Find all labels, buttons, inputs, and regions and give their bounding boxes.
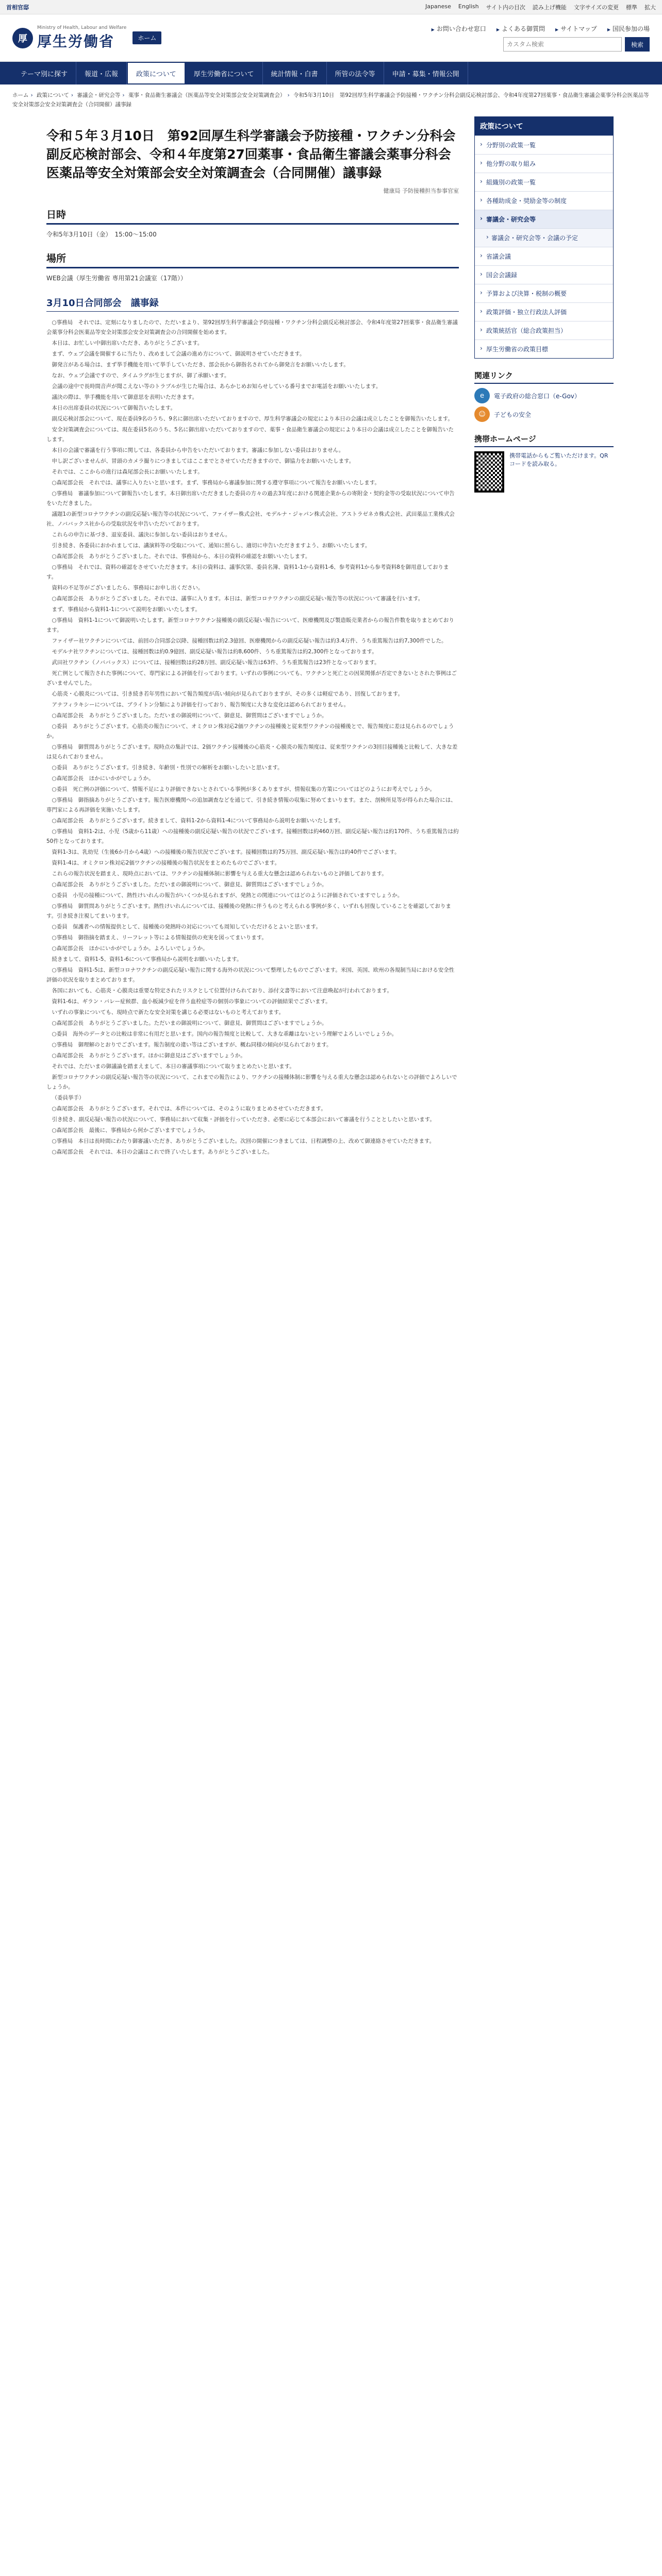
minutes-paragraph: 本日の会議で審議を行う事項に関しては、各委員から申告をいただいております。審議に参加しない委員はおりません。 [52,447,344,453]
gnav-about[interactable]: 厚生労働省について [186,62,263,84]
minutes-paragraph: ○森尾部会長 ありがとうございました。ただいまの御説明について、御意見、御質問はございますでしょうか。 [52,1020,327,1026]
lang-japanese-link[interactable]: Japanese [425,3,451,10]
minutes-paragraph: ○森尾部会長 それでは、議事に入りたいと思います。まず、事務局から審議参加に関する遵守事項について報告をお願いいたします。 [52,480,380,486]
sidebar-item-evaluation[interactable]: › 政策評価・独立行政法人評価 [475,302,613,321]
minutes-paragraph: ○委員 死亡例の評価について、情報不足により評価できないとされている事例が多くありますが、情報収集の方策についてはどのようにお考えでしょうか。 [52,786,436,792]
minutes-paragraph: なお、ウェブ会議ですので、タイムラグが生じますが、御了承願います。 [52,372,230,379]
font-size-large-button[interactable]: 拡大 [644,4,656,11]
minutes-paragraph: 申し訳ございませんが、冒頭のカメラ撮りにつきましてはここまでとさせていただきますので、御協力をお願いいたします。 [52,458,355,464]
related-child-safety-label: 子どもの安全 [494,411,532,418]
site-logo[interactable] [12,25,126,51]
faq-link[interactable]: ▶ よくある御質問 [496,24,545,33]
minutes-paragraph: 心筋炎・心膜炎については、引き続き若年男性において報告頻度が高い傾向が見られておりますが、その多くは軽症であり、回復しております。 [52,691,403,697]
main-content [46,116,459,2576]
sidebar [474,116,614,493]
minutes-paragraph: ○森尾部会長 ありがとうございます。それでは、本件については、そのように取りまとめさせていただきます。 [52,1106,326,1112]
date-heading: 日時 [46,204,459,225]
utility-links [425,3,656,11]
sitemap-link[interactable]: ▶ サイトマップ [555,24,597,33]
egov-icon: e [474,388,490,403]
minutes-paragraph: ○森尾部会長 ありがとうございます。ほかに御意見はございますでしょうか。 [52,1053,246,1059]
breadcrumb-home[interactable]: ホーム [12,92,29,98]
minutes-heading: 3月10日合同部会 議事録 [46,296,459,312]
minutes-paragraph: ○事務局 資料1-2は、小児（5歳から11歳）への接種後の副反応疑い報告の状況でございます。接種回数は約460万回、副反応疑い報告は約170件、うち重篤報告は約50件となっております。 [46,828,459,844]
minutes-paragraph: ○委員 海外のデータとの比較は非常に有用だと思います。国内の報告頻度と比較して、大きな乖離はないという理解でよろしいでしょうか。 [52,1031,398,1037]
minutes-paragraph: ○事務局 それでは、資料の確認をさせていただきます。本日の資料は、議事次第、委員名簿、資料1-1から資料1-6、参考資料1から参考資料8を御用意しております。 [46,564,449,580]
minutes-paragraph: ○森尾部会長 最後に、事務局から何かございますでしょうか。 [52,1127,208,1133]
participation-link[interactable]: ▶ 国民参加の場 [607,24,650,33]
sidebar-item-council-schedule[interactable]: › 審議会・研究会等・会議の予定 [475,228,613,247]
minutes-paragraph: 本日は、お忙しい中御出席いただき、ありがとうございます。 [52,340,203,346]
font-size-normal-button[interactable]: 標準 [626,4,637,11]
minutes-paragraph: 本日の出席委員の状況について御報告いたします。 [52,405,176,411]
sidebar-item-budget[interactable]: › 予算および決算・税制の概要 [475,284,613,302]
minutes-paragraph: 死亡例として報告された事例について、専門家による評価を行っております。いずれの事例についても、ワクチンと死亡との因果関係が否定できないとされた事例はございませんでした。 [46,670,457,686]
minutes-paragraph: それでは、ここからの進行は森尾部会長にお願いいたします。 [52,469,203,475]
minutes-paragraph: ファイザー社ワクチンについては、前回の合同部会以降、接種回数は約2.3億回、医療機関からの副反応疑い報告は約3.4万件、うち重篤報告は約7,300件でした。 [52,638,447,644]
breadcrumb-sep-icon: › [30,92,33,98]
minutes-paragraph: まず、ウェブ会議を開催するに当たり、改めまして会議の進め方について、御説明させていただきます。 [52,351,305,357]
utility-bar [0,0,662,14]
search-form [503,37,650,52]
policy-menu [474,116,614,359]
gnav-applications[interactable]: 申請・募集・情報公開 [384,62,468,84]
minutes-paragraph: 資料1-3は、乳幼児（生後6か月から4歳）への接種後の報告状況でございます。接種回数は約75万回、副反応疑い報告は約40件でございます。 [52,849,400,855]
sidebar-item-fields[interactable]: › 分野別の政策一覧 [475,135,613,154]
sidebar-item-ministry-meeting[interactable]: › 省議会議 [475,247,613,265]
logo-mark-icon: 厚 [12,28,33,48]
minutes-paragraph: ○事務局 御質問ありがとうございます。現時点の集計では、2価ワクチン接種後の心筋炎・心膜炎の報告頻度は、従来型ワクチンの3回目接種後と比較して、大きな差は見られておりません。 [46,744,458,760]
header-links [432,24,650,33]
place-heading: 場所 [46,248,459,268]
gnav-press[interactable]: 報道・広報 [76,62,127,84]
minutes-paragraph: アナフィラキシーについては、ブライトン分類により評価を行っており、報告頻度に大きな変化は認められておりません。 [52,702,350,708]
sidebar-item-other-fields[interactable]: › 他分野の取り組み [475,154,613,173]
breadcrumb-councils[interactable]: 審議会・研究会等 [77,92,121,98]
sidebar-item-policy-goals[interactable]: › 厚生労働省の政策目標 [475,340,613,358]
minutes-paragraph: 引き続き、副反応疑い報告の状況について、事務局において収集・評価を行っていただき、必要に応じて本部会において審議を行うこととしたいと思います。 [52,1116,435,1123]
minutes-paragraph: （委員挙手） [52,1095,85,1101]
gnav-theme[interactable]: テーマ別に探す [12,62,76,84]
date-value: 令和5年3月10日（金） 15:00～15:00 [46,231,157,238]
minutes-paragraph: ○森尾部会長 ほかにいかがでしょうか。 [52,775,154,782]
minutes-paragraph: ○森尾部会長 ありがとうございました。それでは、事務局から、本日の資料の確認をお願いいたします。 [52,553,311,560]
breadcrumb-policy[interactable]: 政策について [37,92,69,98]
font-size-label: 文字サイズの変更 [573,4,619,11]
minutes-paragraph: 会議の途中で長時間音声が聞こえない等のトラブルが生じた場合は、あらかじめお知らせしている番号までお電話をお願いいたします。 [52,383,382,389]
minutes-paragraph: ○事務局 資料1-1について御説明いたします。新型コロナワクチン接種後の副反応疑い報告について、医療機関及び製造販売業者からの報告件数を取りまとめております。 [46,617,454,633]
child-safety-icon: ☺ [474,406,490,422]
sidebar-item-diet-records[interactable]: › 国会会議録 [475,265,613,284]
minutes-paragraph: ○事務局 審議参加について御報告いたします。本日御出席いただきました委員の方々の過去3年度における関連企業からの寄附金・契約金等の受取状況について申告をいただきました。 [46,490,455,506]
minutes-paragraph: 御発言がある場合は、まず挙手機能を用いて挙手していただき、部会長から御指名されてから御発言をお願いいたします。 [52,362,349,368]
minutes-paragraph: ○委員 ありがとうございます。引き続き、年齢別・性別での解析をお願いしたいと思います。 [52,765,283,771]
minutes-paragraph: 武田社ワクチン（ノババックス）については、接種回数は約28万回、副反応疑い報告は63件、うち重篤報告は23件となっております。 [52,659,380,666]
sidebar-item-policy-director[interactable]: › 政策統括官（総合政策担当） [475,321,613,340]
minutes-body [46,318,459,2576]
search-button[interactable]: 検索 [625,37,650,52]
qr-code-icon [474,451,504,493]
minutes-paragraph: いずれの事象についても、現時点で新たな安全対策を講じる必要はないものと考えております。 [52,1009,284,1015]
kantei-link[interactable]: 首相官邸 [6,4,29,11]
minutes-paragraph: 議題1の新型コロナワクチンの副反応疑い報告等の状況について、ファイザー株式会社、モデルナ・ジャパン株式会社、アストラゼネカ株式会社、武田薬品工業株式会社、ノババックス社からの受取状況を申告いただいております。 [46,511,455,527]
minutes-paragraph: それでは、ただいまの御議論を踏まえまして、本日の審議事項について取りまとめたいと思います。 [52,1063,295,1070]
header-right [432,24,650,52]
global-nav [0,62,662,84]
minutes-paragraph: これらの報告状況を踏まえ、現時点においては、ワクチンの接種体制に影響を与える重大な懸念は認められないものと評価しております。 [52,871,387,877]
breadcrumb-sep-icon: › [71,92,74,98]
minutes-paragraph: ○事務局 本日は長時間にわたり御審議いただき、ありがとうございました。次回の開催につきましては、日程調整の上、改めて御連絡させていただきます。 [52,1138,435,1144]
sidebar-item-councils[interactable]: › 審議会・研究会等 [475,210,613,228]
gnav-policy[interactable]: 政策について [127,62,186,84]
minutes-paragraph: 新型コロナワクチンの副反応疑い報告等の状況について、これまでの報告により、ワクチンの接種体制に影響を与える重大な懸念は認められないとの評価でよろしいでしょうか。 [46,1074,457,1090]
minutes-paragraph: ○委員 小児の接種について、熱性けいれんの報告がいくつか見られますが、発熱との関連についてはどのように評価されていますでしょうか。 [52,892,403,899]
site-sub-name: Ministry of Health, Labour and Welfare [37,25,127,30]
minutes-paragraph: これらの申告に基づき、退室委員、議決に参加しない委員はおりません。 [52,532,231,538]
minutes-paragraph: 資料の不足等がございましたら、事務局にお申し出ください。 [52,585,204,591]
breadcrumb-committee[interactable]: 薬事・食品衛生審議会（医薬品等安全対策部会安全対策調査会） [128,92,286,98]
contact-link[interactable]: ▶ お問い合わせ窓口 [432,24,486,33]
sidebar-item-organization[interactable]: › 組織別の政策一覧 [475,173,613,191]
minutes-paragraph: 安全対策調査会については、現在委員5名のうち、5名に御出席いただいておりますので、薬事・食品衛生審議会の規定により本日の会議は成立したことを御報告いたします。 [46,427,454,443]
minutes-paragraph: まず、事務局から資料1-1について説明をお願いいたします。 [52,606,201,613]
minutes-paragraph: 引き続き、各委員におかれましては、講演料等の受取について、通知に照らし、適切に申告いただきますよう、お願いいたします。 [52,543,371,549]
minutes-paragraph: 副反応検討部会について、現在委員9名のうち、9名に御出席いただいておりますので、厚生科学審議会の規定により本日の会議は成立したことを御報告いたします。 [52,416,453,422]
search-input[interactable] [503,37,622,52]
mobile-block [474,451,614,493]
minutes-paragraph: ○委員 保護者への情報提供として、接種後の発熱時の対応についても周知していただけるとよいと思います。 [52,924,321,930]
minutes-paragraph: ○森尾部会長 ありがとうございました。ただいまの御説明について、御意見、御質問はございますでしょうか。 [52,713,327,719]
minutes-paragraph: ○森尾部会長 それでは、本日の会議はこれで終了いたします。ありがとうございました。 [52,1149,273,1155]
policy-menu-title: 政策について [475,117,613,135]
minutes-paragraph: モデルナ社ワクチンについては、接種回数は約0.9億回、副反応疑い報告は約8,600件、うち重篤報告は約2,300件となっております。 [52,649,377,655]
read-aloud-link[interactable]: 読み上げ機能 [532,4,567,11]
breadcrumb-sep-icon: › [122,92,125,98]
minutes-paragraph: ○事務局 御質問ありがとうございます。熱性けいれんについては、接種後の発熱に伴うものと考えられる事例が多く、いずれも回復していることを確認しております。引き続き注視してまいります。 [46,903,451,919]
minutes-paragraph: ○事務局 それでは、定刻になりましたので、ただいまより、第92回厚生科学審議会予防接種・ワクチン分科会副反応検討部会、令和4年度第27回薬事・食品衛生審議会薬事分科会医薬品等安全対策部会安全対策調査会の合同開催を始めます。 [46,319,458,335]
gnav-statistics[interactable]: 統計情報・白書 [263,62,327,84]
minutes-paragraph: 続きまして、資料1-5、資料1-6について事務局から説明をお願いいたします。 [52,956,242,962]
site-contents-link[interactable]: サイト内の目次 [486,4,525,11]
breadcrumb-sep-icon: › [287,92,290,98]
related-egov-label: 電子政府の総合窓口（e-Gov） [494,392,581,400]
minutes-paragraph: 各国においても、心筋炎・心膜炎は重要な特定されたリスクとして位置付けられており、添付文書等において注意喚起が行われております。 [52,988,392,994]
gnav-laws[interactable]: 所管の法令等 [327,62,384,84]
minutes-paragraph: ○森尾部会長 ありがとうございました。それでは、議事に入ります。本日は、新型コロナワクチンの副反応疑い報告等の状況について審議を行います。 [52,596,424,602]
site-name: 厚生労働省 [37,32,115,50]
mobile-text[interactable]: 携帯電話からもご覧いただけます。QRコードを読み取る。 [509,452,608,467]
mobile-title: 携帯ホームページ [474,433,614,447]
minutes-paragraph: ○森尾部会長 ありがとうございます。続きまして、資料1-2から資料1-4について事務局から説明をお願いいたします。 [52,818,344,824]
minutes-paragraph: 議決の際は、挙手機能を用いて御意思を表明いただきます。 [52,394,198,400]
lang-english-link[interactable]: English [458,3,479,10]
minutes-paragraph: ○事務局 御指摘ありがとうございます。報告医療機関への追加調査などを通じて、引き続き情報の収集に努めてまいります。また、剖検所見等が得られた場合には、専門家による再評価を実施いたします。 [46,797,456,813]
minutes-paragraph: ○森尾部会長 ほかにいかがでしょうか。よろしいでしょうか。 [52,945,208,952]
page-title: 令和５年３月10日 第92回厚生科学審議会予防接種・ワクチン分科会副反応検討部会、令和４年度第27回薬事・食品衛生審議会薬事分科会医薬品等安全対策部会安全対策調査会（合同開催）議事録 [46,128,456,180]
site-header [0,14,662,62]
minutes-paragraph: ○事務局 資料1-5は、新型コロナワクチンの副反応疑い報告に関する海外の状況について整理したものでございます。米国、英国、欧州の各規制当局における安全性評価の状況を取りまとめております。 [46,967,455,983]
minutes-paragraph: ○事務局 御理解のとおりでございます。報告制度の違い等はございますが、概ね同様の傾向が見られております。 [52,1042,332,1048]
breadcrumb [0,84,662,114]
minutes-paragraph: ○森尾部会長 ありがとうございました。ただいまの御説明について、御意見、御質問はございますでしょうか。 [52,882,327,888]
minutes-paragraph: ○事務局 御指摘を踏まえ、リーフレット等による情報提供の充実を図ってまいります。 [52,935,267,941]
minutes-paragraph: 資料1-4は、オミクロン株対応2価ワクチンの接種後の報告状況をまとめたものでございます。 [52,860,280,866]
minutes-paragraph: 資料1-6は、ギラン・バレー症候群、血小板減少症を伴う血栓症等の個別の事象についての評価結果でございます。 [52,998,331,1005]
related-links-title: 関連リンク [474,370,614,384]
place-value: WEB会議（厚生労働省 専用第21会議室（17階）） [46,275,187,282]
breadcrumb-current: 令和5年3月10日 第92回厚生科学審議会予防接種・ワクチン分科会副反応検討部会、令和4年度第27回薬事・食品衛生審議会薬事分科会医薬品等安全対策部会安全対策調査会（合同開催）議事録 [12,92,649,108]
minutes-paragraph: ○委員 ありがとうございます。心筋炎の報告について、オミクロン株対応2価ワクチンの接種後と従来型ワクチンの接種後とで、報告頻度に差は見られるのでしょうか。 [46,723,454,739]
department-label: 健康局 予防接種担当参事官室 [383,188,459,194]
related-egov-link[interactable] [474,388,614,403]
related-child-safety-link[interactable] [474,406,614,422]
home-button[interactable]: ホーム [133,31,161,44]
sidebar-item-subsidies[interactable]: › 各種助成金・奨励金等の制度 [475,191,613,210]
